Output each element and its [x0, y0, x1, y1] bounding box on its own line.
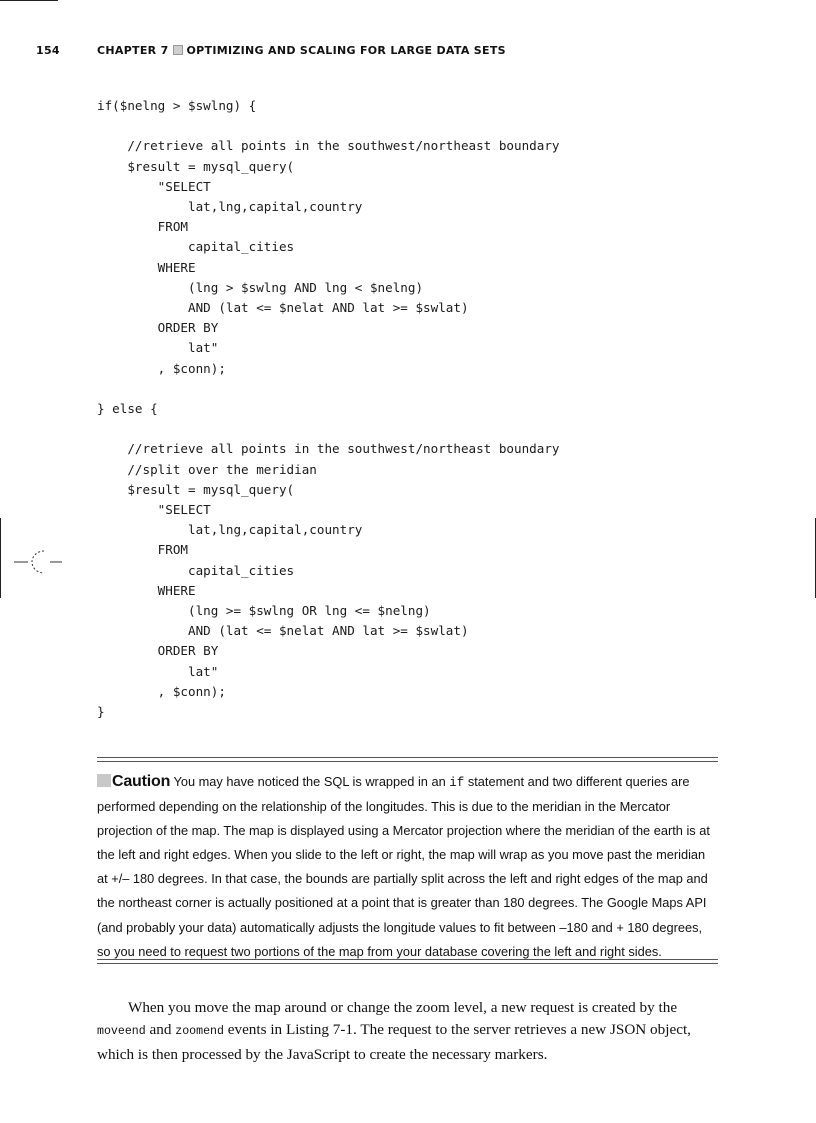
chapter-title: OPTIMIZING AND SCALING FOR LARGE DATA SETS — [186, 44, 506, 57]
caution-square-icon — [97, 774, 111, 787]
caution-text: You may have noticed the SQL is wrapped in an — [170, 774, 450, 789]
chapter-heading — [97, 44, 506, 57]
inline-code-moveend: moveend — [97, 1025, 146, 1039]
code-line: if($nelng > $swlng) { — [97, 98, 257, 113]
paragraph-text: events in Listing 7-1. The request to the server retrieves a new JSON object, which is then processed by the JavaScript to create the necessary markers. — [97, 1021, 691, 1063]
code-listing — [97, 96, 560, 722]
code-line: //retrieve all points in the southwest/northeast boundary — [97, 441, 560, 457]
caution-note — [97, 770, 718, 964]
code-line: lat,lng,capital,country — [97, 199, 363, 215]
caution-top-rule — [97, 757, 718, 762]
code-line: (lng > $swlng AND lng < $nelng) — [97, 279, 424, 295]
code-line: FROM — [97, 219, 188, 235]
crop-mark-top — [0, 0, 58, 1]
code-line: } — [97, 704, 105, 720]
caution-label: Caution — [112, 773, 171, 790]
code-line: lat" — [97, 663, 219, 679]
code-line: //retrieve all points in the southwest/northeast boundary — [97, 138, 560, 154]
crop-mark-left — [0, 518, 1, 598]
code-line: , $conn); — [97, 683, 226, 699]
code-line: //split over the meridian — [97, 461, 317, 477]
code-line: AND (lat <= $nelat AND lat >= $swlat) — [97, 623, 469, 639]
body-paragraph — [97, 997, 722, 1066]
code-line: AND (lat <= $nelat AND lat >= $swlat) — [97, 300, 469, 316]
code-line: $result = mysql_query( — [97, 481, 295, 497]
caution-inline-code: if — [449, 776, 465, 790]
registration-mark-icon — [14, 548, 64, 576]
code-line: $result = mysql_query( — [97, 158, 295, 174]
code-line: WHERE — [97, 259, 196, 275]
page-number: 154 — [36, 44, 60, 57]
code-line: FROM — [97, 542, 188, 558]
paragraph-text: and — [145, 1021, 176, 1039]
chapter-label: CHAPTER 7 — [97, 44, 169, 57]
code-line: lat,lng,capital,country — [97, 522, 363, 538]
code-line: "SELECT — [97, 178, 211, 194]
paragraph-text: When you move the map around or change the zoom level, a new request is created by the — [128, 999, 678, 1016]
caution-text: statement and two different queries are performed depending on the relationship of the longitudes. This is due to the meridian in the Mercator projection of the map. The map is displayed using a Mercator projection where the meridian of the earth is at the left and right edges. When you slide to the left or right, the map will wrap as you move past the meridian at +/– 180 degrees. In that case, the bounds are partially split across the left and right edges of the map and the northeast corner is actually positioned at a point that is greater than 180 degrees. The Google Maps API (and probably your data) automatically adjusts the longitude values to fit between –180 and + 180 degrees, so you need to request two portions of the map from your database covering the left and right sides. — [97, 774, 710, 959]
caution-bottom-rule — [97, 959, 718, 964]
code-line: ORDER BY — [97, 320, 219, 336]
code-line: , $conn); — [97, 360, 226, 376]
code-line: } else { — [97, 401, 158, 417]
separator-square-icon — [173, 45, 183, 55]
code-line: (lng >= $swlng OR lng <= $nelng) — [97, 603, 431, 619]
code-line: "SELECT — [97, 502, 211, 518]
code-line: capital_cities — [97, 562, 295, 578]
code-line: ORDER BY — [97, 643, 219, 659]
inline-code-zoomend: zoomend — [175, 1025, 224, 1039]
code-line: capital_cities — [97, 239, 295, 255]
code-line: WHERE — [97, 582, 196, 598]
code-line: lat" — [97, 340, 219, 356]
